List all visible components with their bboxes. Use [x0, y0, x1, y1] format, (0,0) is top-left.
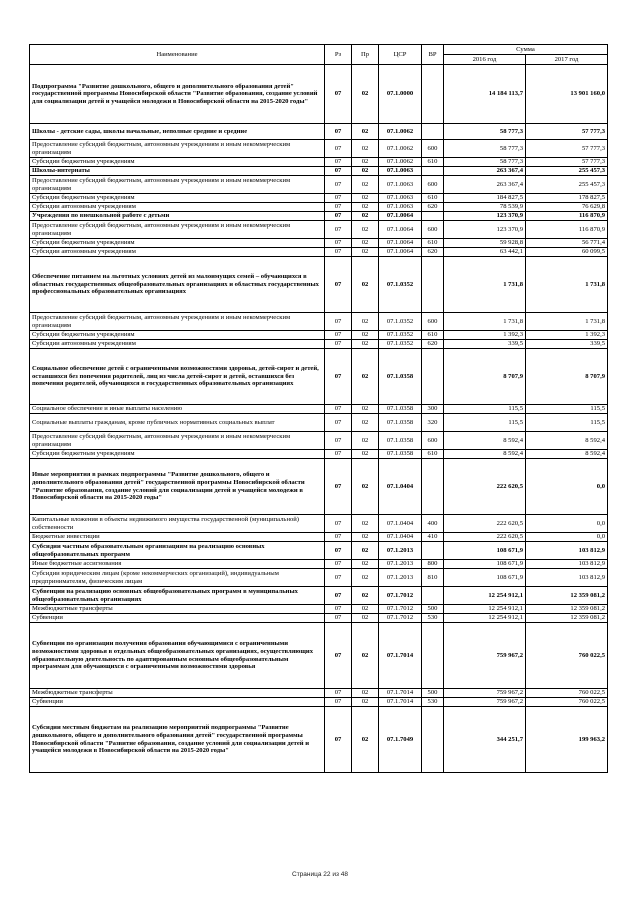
- cell-csr: 07.1.0063: [379, 167, 422, 176]
- table-row: [30, 158, 608, 167]
- cell-sum-2016: 115,5: [444, 414, 526, 432]
- cell-rz: 07: [325, 349, 352, 405]
- cell-rz: 07: [325, 533, 352, 542]
- cell-sum-2016: 12 254 912,1: [444, 587, 526, 605]
- cell-name: Субсидии бюджетным учреждениям: [30, 450, 325, 459]
- cell-name: Субсидии бюджетным учреждениям: [30, 194, 325, 203]
- cell-sum-2016: 108 671,9: [444, 560, 526, 569]
- cell-sum-2017: 57 777,3: [526, 124, 608, 140]
- cell-sum-2016: 184 827,5: [444, 194, 526, 203]
- cell-pr: 02: [352, 623, 379, 689]
- col-header-rz: Рз: [325, 45, 352, 65]
- cell-name: Иные мероприятия в рамках подпрограммы "Развитие дошкольного, общего и дополнительного образования детей" государственной программы Новосибирской области "Развитие образования, создание условий для социализации детей и учащейся молодежи в Новосибирской области на 2015-2020 годы": [30, 459, 325, 515]
- cell-pr: 02: [352, 176, 379, 194]
- table-row: [30, 405, 608, 414]
- cell-pr: 02: [352, 124, 379, 140]
- cell-sum-2017: 12 359 081,2: [526, 587, 608, 605]
- cell-csr: 07.1.0404: [379, 515, 422, 533]
- cell-pr: 02: [352, 605, 379, 614]
- cell-csr: 07.1.2013: [379, 569, 422, 587]
- cell-name: Субвенции: [30, 698, 325, 707]
- cell-rz: 07: [325, 587, 352, 605]
- cell-sum-2017: 1 731,8: [526, 257, 608, 313]
- cell-rz: 07: [325, 689, 352, 698]
- cell-csr: 07.1.0358: [379, 450, 422, 459]
- cell-sum-2016: 344 251,7: [444, 707, 526, 773]
- cell-csr: 07.1.7014: [379, 623, 422, 689]
- cell-name: Предоставление субсидий бюджетным, автономным учреждениям и иным некоммерческим организациям: [30, 432, 325, 450]
- cell-rz: 07: [325, 212, 352, 221]
- table-header: [30, 45, 608, 65]
- cell-sum-2016: 222 620,5: [444, 533, 526, 542]
- table-row: [30, 689, 608, 698]
- cell-sum-2016: 222 620,5: [444, 459, 526, 515]
- cell-vr: 620: [422, 340, 444, 349]
- cell-name: Учреждения по внешкольной работе с детьми: [30, 212, 325, 221]
- cell-csr: 07.1.0064: [379, 221, 422, 239]
- cell-rz: 07: [325, 176, 352, 194]
- cell-pr: 02: [352, 257, 379, 313]
- cell-sum-2016: 339,5: [444, 340, 526, 349]
- cell-sum-2016: 78 539,9: [444, 203, 526, 212]
- cell-pr: 02: [352, 560, 379, 569]
- table-body: [30, 65, 608, 773]
- cell-csr: 07.1.0358: [379, 349, 422, 405]
- cell-vr: 800: [422, 560, 444, 569]
- cell-sum-2017: 115,5: [526, 405, 608, 414]
- cell-sum-2016: 108 671,9: [444, 542, 526, 560]
- cell-sum-2017: 12 359 081,2: [526, 605, 608, 614]
- table-row: [30, 167, 608, 176]
- cell-pr: 02: [352, 221, 379, 239]
- cell-rz: 07: [325, 569, 352, 587]
- cell-rz: 07: [325, 432, 352, 450]
- cell-pr: 02: [352, 313, 379, 331]
- table-row: [30, 432, 608, 450]
- cell-sum-2016: 14 184 113,7: [444, 65, 526, 124]
- cell-rz: 07: [325, 194, 352, 203]
- cell-pr: 02: [352, 203, 379, 212]
- cell-name: Школы-интернаты: [30, 167, 325, 176]
- table-row: [30, 560, 608, 569]
- cell-rz: 07: [325, 707, 352, 773]
- cell-sum-2016: 8 707,9: [444, 349, 526, 405]
- cell-vr: 600: [422, 432, 444, 450]
- cell-rz: 07: [325, 65, 352, 124]
- cell-vr: 610: [422, 450, 444, 459]
- cell-sum-2017: 0,0: [526, 533, 608, 542]
- cell-vr: [422, 587, 444, 605]
- cell-rz: 07: [325, 257, 352, 313]
- cell-sum-2016: 63 442,1: [444, 248, 526, 257]
- cell-sum-2017: 12 359 081,2: [526, 614, 608, 623]
- cell-vr: 320: [422, 414, 444, 432]
- cell-csr: 07.1.0063: [379, 176, 422, 194]
- cell-pr: 02: [352, 158, 379, 167]
- cell-name: Субсидии бюджетным учреждениям: [30, 239, 325, 248]
- cell-rz: 07: [325, 167, 352, 176]
- cell-vr: 400: [422, 515, 444, 533]
- cell-pr: 02: [352, 587, 379, 605]
- cell-csr: 07.1.0000: [379, 65, 422, 124]
- cell-pr: 02: [352, 533, 379, 542]
- cell-vr: 610: [422, 331, 444, 340]
- cell-sum-2017: 760 022,5: [526, 689, 608, 698]
- cell-sum-2017: 0,0: [526, 515, 608, 533]
- cell-vr: [422, 623, 444, 689]
- page-number: Страница 22 из 48: [292, 871, 348, 878]
- cell-name: Предоставление субсидий бюджетным, автономным учреждениям и иным некоммерческим организациям: [30, 176, 325, 194]
- col-header-year-2016: 2016 год: [444, 55, 526, 65]
- cell-csr: 07.1.0064: [379, 239, 422, 248]
- cell-sum-2016: 123 370,9: [444, 221, 526, 239]
- table-row: [30, 459, 608, 515]
- table-row: [30, 140, 608, 158]
- cell-name: Подпрограмма "Развитие дошкольного, общего и дополнительного образования детей" государственной программы Новосибирской области "Развитие образования, создание условий для социализации детей и учащейся молодежи в Новосибирской области на 2015-2020 годы": [30, 65, 325, 124]
- cell-csr: 07.1.0064: [379, 248, 422, 257]
- cell-sum-2017: 115,5: [526, 414, 608, 432]
- table-row: [30, 614, 608, 623]
- cell-sum-2017: 1 392,3: [526, 331, 608, 340]
- cell-csr: 07.1.7014: [379, 689, 422, 698]
- cell-vr: [422, 212, 444, 221]
- cell-vr: 500: [422, 605, 444, 614]
- cell-sum-2016: 8 592,4: [444, 432, 526, 450]
- table-row: [30, 65, 608, 124]
- cell-pr: 02: [352, 212, 379, 221]
- cell-rz: 07: [325, 248, 352, 257]
- cell-sum-2016: 12 254 912,1: [444, 614, 526, 623]
- cell-name: Субсидии юридическим лицам (кроме некоммерческих организаций), индивидуальным предпринимателям, физическим лицам: [30, 569, 325, 587]
- table-row: [30, 194, 608, 203]
- table-row: [30, 221, 608, 239]
- cell-rz: 07: [325, 313, 352, 331]
- cell-csr: 07.1.0352: [379, 257, 422, 313]
- cell-vr: 620: [422, 248, 444, 257]
- cell-sum-2017: 8 707,9: [526, 349, 608, 405]
- table-row: [30, 414, 608, 432]
- cell-sum-2016: 263 367,4: [444, 167, 526, 176]
- cell-sum-2016: 58 777,3: [444, 158, 526, 167]
- cell-sum-2016: 58 777,3: [444, 124, 526, 140]
- table-row: [30, 331, 608, 340]
- col-header-pr: Пр: [352, 45, 379, 65]
- col-header-sum: Сумма: [444, 45, 608, 55]
- cell-rz: 07: [325, 623, 352, 689]
- cell-sum-2017: 116 870,9: [526, 212, 608, 221]
- cell-sum-2017: 57 777,3: [526, 158, 608, 167]
- cell-pr: 02: [352, 65, 379, 124]
- cell-vr: 530: [422, 698, 444, 707]
- cell-name: Субсидии бюджетным учреждениям: [30, 158, 325, 167]
- cell-vr: [422, 349, 444, 405]
- table-row: [30, 257, 608, 313]
- cell-name: Субвенции: [30, 614, 325, 623]
- cell-vr: 600: [422, 221, 444, 239]
- cell-sum-2016: 12 254 912,1: [444, 605, 526, 614]
- cell-name: Межбюджетные трансферты: [30, 689, 325, 698]
- cell-sum-2016: 123 370,9: [444, 212, 526, 221]
- table-row: [30, 587, 608, 605]
- cell-csr: 07.1.0063: [379, 194, 422, 203]
- cell-vr: 600: [422, 140, 444, 158]
- table-row: [30, 239, 608, 248]
- cell-name: Обеспечение питанием на льготных условиях детей из малоимущих семей – обучающихся в областных государственных общеобразовательных организациях и областных государственных профессиональных образовательных организациях: [30, 257, 325, 313]
- cell-csr: 07.1.0358: [379, 414, 422, 432]
- cell-pr: 02: [352, 698, 379, 707]
- cell-sum-2017: 255 457,3: [526, 176, 608, 194]
- budget-table: [29, 44, 608, 773]
- cell-pr: 02: [352, 194, 379, 203]
- cell-rz: 07: [325, 340, 352, 349]
- cell-name: Субсидии местным бюджетам на реализацию мероприятий подпрограммы "Развитие дошкольного, общего и дополнительного образования детей" государственной программы Новосибирской области "Развитие образования, создание условий для социализации детей и учащейся молодежи в Новосибирской области на 2015-2020 годы": [30, 707, 325, 773]
- cell-sum-2016: 59 928,8: [444, 239, 526, 248]
- cell-rz: 07: [325, 414, 352, 432]
- table-row: [30, 450, 608, 459]
- cell-name: Межбюджетные трансферты: [30, 605, 325, 614]
- cell-name: Иные бюджетные ассигнования: [30, 560, 325, 569]
- cell-pr: 02: [352, 459, 379, 515]
- cell-sum-2017: 0,0: [526, 459, 608, 515]
- cell-sum-2016: 1 731,8: [444, 257, 526, 313]
- cell-sum-2017: 103 812,9: [526, 542, 608, 560]
- cell-pr: 02: [352, 140, 379, 158]
- cell-rz: 07: [325, 450, 352, 459]
- cell-csr: 07.1.0352: [379, 340, 422, 349]
- cell-sum-2017: 8 592,4: [526, 432, 608, 450]
- cell-vr: 410: [422, 533, 444, 542]
- cell-csr: 07.1.7014: [379, 698, 422, 707]
- cell-csr: 07.1.0404: [379, 533, 422, 542]
- cell-name: Субсидии автономным учреждениям: [30, 203, 325, 212]
- cell-pr: 02: [352, 239, 379, 248]
- cell-sum-2017: 116 870,9: [526, 221, 608, 239]
- cell-rz: 07: [325, 560, 352, 569]
- cell-pr: 02: [352, 248, 379, 257]
- cell-csr: 07.1.0062: [379, 124, 422, 140]
- table-row: [30, 623, 608, 689]
- cell-sum-2017: 8 592,4: [526, 450, 608, 459]
- cell-vr: 610: [422, 158, 444, 167]
- cell-pr: 02: [352, 167, 379, 176]
- cell-csr: 07.1.0352: [379, 313, 422, 331]
- table-row: [30, 340, 608, 349]
- cell-name: Субвенции на реализацию основных общеобразовательных программ в муниципальных общеобразовательных организациях: [30, 587, 325, 605]
- cell-name: Бюджетные инвестиции: [30, 533, 325, 542]
- cell-csr: 07.1.7012: [379, 614, 422, 623]
- cell-name: Субсидии частным образовательным организациям на реализацию основных общеобразовательных программ: [30, 542, 325, 560]
- cell-sum-2016: 1 731,8: [444, 313, 526, 331]
- cell-sum-2016: 58 777,3: [444, 140, 526, 158]
- cell-vr: [422, 124, 444, 140]
- table-row: [30, 349, 608, 405]
- cell-pr: 02: [352, 707, 379, 773]
- cell-sum-2017: 178 827,5: [526, 194, 608, 203]
- table-row: [30, 533, 608, 542]
- cell-name: Капитальные вложения в объекты недвижимого имущества государственной (муниципальной) собственности: [30, 515, 325, 533]
- cell-csr: 07.1.0063: [379, 203, 422, 212]
- cell-vr: [422, 459, 444, 515]
- cell-vr: 500: [422, 689, 444, 698]
- cell-rz: 07: [325, 459, 352, 515]
- cell-sum-2017: 103 812,9: [526, 560, 608, 569]
- cell-sum-2017: 760 022,5: [526, 623, 608, 689]
- col-header-name: Наименование: [30, 45, 325, 65]
- cell-sum-2017: 103 812,9: [526, 569, 608, 587]
- cell-rz: 07: [325, 698, 352, 707]
- cell-pr: 02: [352, 569, 379, 587]
- cell-rz: 07: [325, 614, 352, 623]
- cell-rz: 07: [325, 140, 352, 158]
- cell-pr: 02: [352, 515, 379, 533]
- cell-pr: 02: [352, 542, 379, 560]
- cell-name: Социальное обеспечение детей с ограниченными возможностями здоровья, детей-сирот и детей, оставшихся без попечения родителей, лиц из числа детей-сирот и детей, оставшихся без попечения родителей, обучающихся в государственных образовательных организациях: [30, 349, 325, 405]
- table-row: [30, 605, 608, 614]
- cell-vr: 600: [422, 313, 444, 331]
- cell-name: Социальные выплаты гражданам, кроме публичных нормативных социальных выплат: [30, 414, 325, 432]
- cell-vr: 610: [422, 194, 444, 203]
- col-header-year-2017: 2017 год: [526, 55, 608, 65]
- cell-vr: [422, 65, 444, 124]
- cell-csr: 07.1.7012: [379, 587, 422, 605]
- cell-rz: 07: [325, 405, 352, 414]
- cell-csr: 07.1.0358: [379, 432, 422, 450]
- cell-csr: 07.1.0352: [379, 331, 422, 340]
- cell-csr: 07.1.0358: [379, 405, 422, 414]
- cell-name: Предоставление субсидий бюджетным, автономным учреждениям и иным некоммерческим организациям: [30, 140, 325, 158]
- cell-csr: 07.1.2013: [379, 560, 422, 569]
- cell-sum-2016: 759 967,2: [444, 623, 526, 689]
- cell-sum-2017: 60 099,5: [526, 248, 608, 257]
- table-row: [30, 313, 608, 331]
- cell-rz: 07: [325, 239, 352, 248]
- col-header-vr: ВР: [422, 45, 444, 65]
- table-row: [30, 515, 608, 533]
- cell-rz: 07: [325, 515, 352, 533]
- table-row: [30, 248, 608, 257]
- cell-sum-2017: 76 629,8: [526, 203, 608, 212]
- cell-sum-2017: 56 771,4: [526, 239, 608, 248]
- cell-name: Субсидии бюджетным учреждениям: [30, 331, 325, 340]
- cell-csr: 07.1.7012: [379, 605, 422, 614]
- cell-rz: 07: [325, 221, 352, 239]
- cell-sum-2017: 199 963,2: [526, 707, 608, 773]
- cell-pr: 02: [352, 450, 379, 459]
- cell-pr: 02: [352, 349, 379, 405]
- cell-csr: 07.1.0062: [379, 158, 422, 167]
- cell-sum-2017: 760 022,5: [526, 698, 608, 707]
- cell-sum-2016: 108 671,9: [444, 569, 526, 587]
- table-row: [30, 569, 608, 587]
- cell-name: Предоставление субсидий бюджетным, автономным учреждениям и иным некоммерческим организациям: [30, 313, 325, 331]
- cell-sum-2016: 759 967,2: [444, 698, 526, 707]
- cell-csr: 07.1.0404: [379, 459, 422, 515]
- cell-rz: 07: [325, 158, 352, 167]
- cell-vr: 530: [422, 614, 444, 623]
- table-row: [30, 124, 608, 140]
- budget-table-sheet: [29, 44, 607, 773]
- table-row: [30, 698, 608, 707]
- cell-pr: 02: [352, 689, 379, 698]
- cell-sum-2016: 8 592,4: [444, 450, 526, 459]
- cell-sum-2017: 255 457,3: [526, 167, 608, 176]
- table-row: [30, 212, 608, 221]
- cell-pr: 02: [352, 331, 379, 340]
- cell-csr: 07.1.2013: [379, 542, 422, 560]
- cell-pr: 02: [352, 414, 379, 432]
- cell-name: Субвенции по организации получения образования обучающимися с ограниченными возможностями здоровья в отдельных общеобразовательных организациях, осуществляющих образовательную деятельность по адаптированным основным общеобразовательным программам для обучающихся с ограниченными возможностями здоровья: [30, 623, 325, 689]
- cell-sum-2016: 759 967,2: [444, 689, 526, 698]
- cell-pr: 02: [352, 405, 379, 414]
- cell-sum-2017: 1 731,8: [526, 313, 608, 331]
- cell-vr: 600: [422, 176, 444, 194]
- cell-vr: 300: [422, 405, 444, 414]
- cell-pr: 02: [352, 432, 379, 450]
- table-row: [30, 542, 608, 560]
- table-row: [30, 176, 608, 194]
- cell-vr: [422, 167, 444, 176]
- cell-rz: 07: [325, 124, 352, 140]
- col-header-csr: ЦСР: [379, 45, 422, 65]
- cell-csr: 07.1.0064: [379, 212, 422, 221]
- cell-sum-2017: 57 777,3: [526, 140, 608, 158]
- table-row: [30, 707, 608, 773]
- cell-vr: [422, 257, 444, 313]
- cell-csr: 07.1.0062: [379, 140, 422, 158]
- cell-pr: 02: [352, 614, 379, 623]
- cell-rz: 07: [325, 605, 352, 614]
- cell-pr: 02: [352, 340, 379, 349]
- cell-sum-2016: 1 392,3: [444, 331, 526, 340]
- cell-sum-2016: 222 620,5: [444, 515, 526, 533]
- cell-vr: [422, 542, 444, 560]
- cell-vr: 610: [422, 239, 444, 248]
- cell-name: Предоставление субсидий бюджетным, автономным учреждениям и иным некоммерческим организациям: [30, 221, 325, 239]
- cell-vr: 810: [422, 569, 444, 587]
- cell-name: Школы - детские сады, школы начальные, неполные средние и средние: [30, 124, 325, 140]
- cell-sum-2016: 115,5: [444, 405, 526, 414]
- cell-rz: 07: [325, 203, 352, 212]
- cell-name: Субсидии автономным учреждениям: [30, 340, 325, 349]
- cell-sum-2016: 263 367,4: [444, 176, 526, 194]
- cell-name: Социальное обеспечение и иные выплаты населению: [30, 405, 325, 414]
- cell-vr: 620: [422, 203, 444, 212]
- cell-rz: 07: [325, 542, 352, 560]
- cell-vr: [422, 707, 444, 773]
- cell-csr: 07.1.7049: [379, 707, 422, 773]
- cell-sum-2017: 13 901 160,0: [526, 65, 608, 124]
- table-row: [30, 203, 608, 212]
- cell-sum-2017: 339,5: [526, 340, 608, 349]
- cell-name: Субсидии автономным учреждениям: [30, 248, 325, 257]
- cell-rz: 07: [325, 331, 352, 340]
